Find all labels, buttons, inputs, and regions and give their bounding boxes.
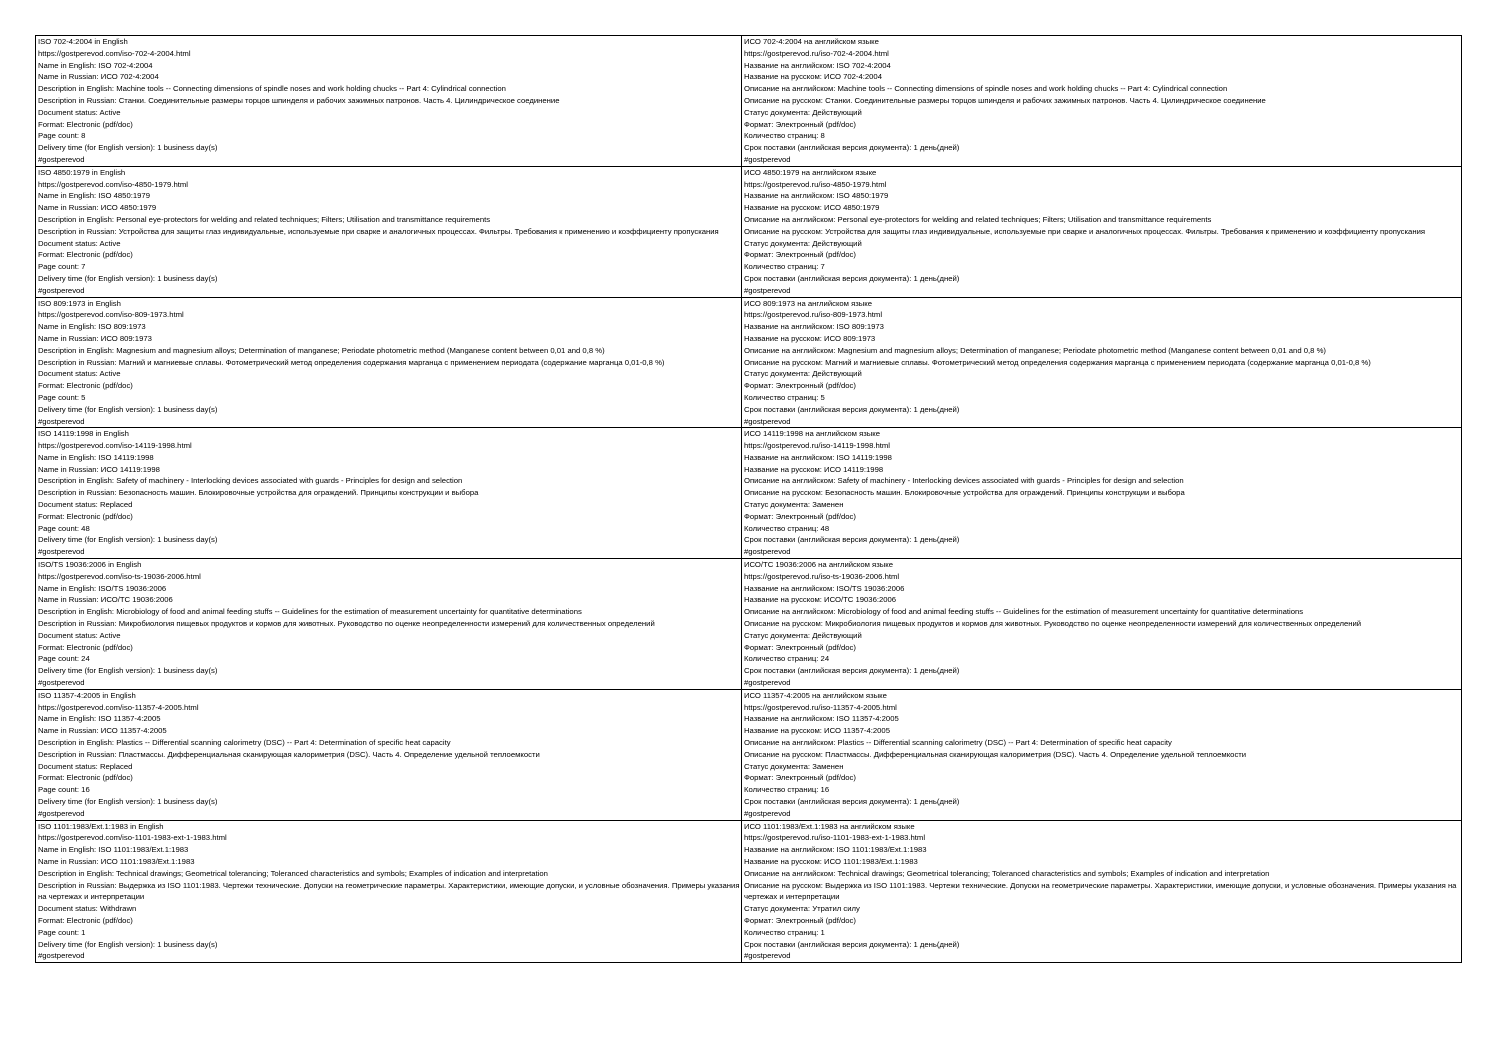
- record-description-russian: Description in Russian: Станки. Соединительные размеры торцов шпинделя и рабочих зажимных патронов. Часть 4. Цилиндрическое соединение: [38, 95, 560, 105]
- record-url: https://gostperevod.com/iso-702-4-2004.html: [38, 48, 191, 58]
- record-format: Формат: Электронный (pdf/doc): [744, 119, 856, 129]
- record-delivery-time: Delivery time (for English version): 1 business day(s): [38, 939, 218, 949]
- record-name-russian: Name in Russian: ИСО 1101:1983/Ext.1:1983: [38, 856, 195, 866]
- record-title: ИСО 14119:1998 на английском языке: [744, 429, 881, 439]
- record-english-cell: [36, 166, 742, 297]
- record-status: Document status: Withdrawn: [38, 904, 137, 914]
- record-status: Document status: Replaced: [38, 761, 133, 771]
- record-name-russian: Name in Russian: ИСО 809:1973: [38, 333, 152, 343]
- record-delivery-time: Срок поставки (английская версия документа): 1 день(дней): [744, 666, 960, 676]
- record-page-count: Page count: 48: [38, 523, 90, 533]
- record-description-english: Описание на английском: Technical drawings; Geometrical tolerancing; Toleranced characteristics and symbols; Examples of indication and interpretation: [744, 868, 1270, 878]
- record-delivery-time: Delivery time (for English version): 1 business day(s): [38, 273, 218, 283]
- record-format: Format: Electronic (pdf/doc): [38, 119, 133, 129]
- record-page-count: Page count: 7: [38, 262, 86, 272]
- record-name-english: Название на английском: ISO 14119:1998: [744, 452, 892, 462]
- record-hashtag: #gostperevod: [744, 678, 791, 688]
- record-english-cell: [36, 36, 742, 167]
- record-status: Статус документа: Заменен: [744, 761, 844, 771]
- record-description-english: Description in English: Personal eye-protectors for welding and related techniques; Filters; Utilisation and transmittance requirements: [38, 214, 491, 224]
- record-hashtag: #gostperevod: [38, 951, 85, 961]
- record-russian-cell: [742, 297, 1462, 428]
- record-page-count: Количество страниц: 8: [744, 131, 825, 141]
- record-name-russian: Name in Russian: ИСО 4850:1979: [38, 203, 157, 213]
- record-description-russian: Description in Russian: Микробиология пищевых продуктов и кормов для животных. Руководство по оценке неопределенности измерений для количественных определений: [38, 619, 655, 629]
- record-title: ISO/TS 19036:2006 in English: [38, 560, 142, 570]
- record-page-count: Page count: 16: [38, 785, 90, 795]
- record-name-english: Name in English: ISO 1101:1983/Ext.1:1983: [38, 845, 189, 855]
- record-url: https://gostperevod.com/iso-14119-1998.html: [38, 441, 192, 451]
- record-name-english: Название на английском: ISO/TS 19036:2006: [744, 583, 905, 593]
- record-status: Document status: Active: [38, 238, 121, 248]
- record-russian-cell: [742, 36, 1462, 167]
- record-title: ISO 809:1973 in English: [38, 298, 121, 308]
- record-name-english: Название на английском: ISO 4850:1979: [744, 191, 889, 201]
- record-name-english: Name in English: ISO 4850:1979: [38, 191, 150, 201]
- record-name-russian: Name in Russian: ИСО 11357-4:2005: [38, 726, 167, 736]
- record-delivery-time: Delivery time (for English version): 1 business day(s): [38, 797, 218, 806]
- record-english-cell: [36, 559, 742, 690]
- record-status: Document status: Active: [38, 369, 121, 379]
- record-title: ИСО 1101:1983/Ext.1:1983 на английском языке: [744, 821, 915, 831]
- record-format: Format: Electronic (pdf/doc): [38, 773, 133, 783]
- record-page-count: Количество страниц: 16: [744, 785, 830, 795]
- record-hashtag: #gostperevod: [38, 154, 85, 164]
- record-delivery-time: Delivery time (for English version): 1 business day(s): [38, 535, 218, 545]
- record-title: ISO 11357-4:2005 in English: [38, 690, 136, 700]
- record-name-russian: Название на русском: ИСО 809:1973: [744, 333, 876, 343]
- record-format: Format: Electronic (pdf/doc): [38, 915, 133, 925]
- record-delivery-time: Delivery time (for English version): 1 business day(s): [38, 404, 218, 414]
- record-delivery-time: Delivery time (for English version): 1 business day(s): [38, 143, 218, 153]
- record-russian-cell: [742, 559, 1462, 690]
- record-page-count: Page count: 24: [38, 654, 90, 664]
- record-description-english: Description in English: Microbiology of food and animal feeding stuffs -- Guidelines for the estimation of measurement uncertainty for quantitative determinations: [38, 607, 582, 617]
- record-status: Document status: Active: [38, 630, 121, 640]
- record-hashtag: #gostperevod: [744, 285, 791, 295]
- record-name-russian: Name in Russian: ИСО 14119:1998: [38, 464, 160, 474]
- record-hashtag: #gostperevod: [38, 416, 85, 426]
- record-name-english: Name in English: ISO 702-4:2004: [38, 60, 153, 70]
- record-description-russian: Description in Russian: Выдержка из ISO 1101:1983. Чертежи технические. Допуски на геометрические параметры. Характеристики, имеющие допуски, и условные обозначения. Примеры указания на чертежах и интерпретации: [38, 880, 740, 902]
- record-status: Document status: Active: [38, 107, 121, 117]
- record-format: Формат: Электронный (pdf/doc): [744, 642, 856, 652]
- record-description-russian: Описание на русском: Выдержка из ISO 1101:1983. Чертежи технические. Допуски на геометрические параметры. Характеристики, имеющие допуски, и условные обозначения. Примеры указания на чертежах и интерпретации: [744, 880, 1457, 902]
- record-russian-cell: [742, 820, 1462, 963]
- record-delivery-time: Срок поставки (английская версия документа): 1 день(дней): [744, 797, 960, 806]
- record-url: https://gostperevod.com/iso-4850-1979.html: [38, 179, 188, 189]
- record-format: Формат: Электронный (pdf/doc): [744, 250, 856, 260]
- record-description-russian: Description in Russian: Пластмассы. Дифференциальная сканирующая калориметрия (DSC). Часть 4. Определение удельной теплоемкости: [38, 749, 540, 759]
- record-format: Format: Electronic (pdf/doc): [38, 642, 133, 652]
- record-url: https://gostperevod.ru/iso-702-4-2004.html: [744, 48, 889, 58]
- record-delivery-time: Delivery time (for English version): 1 business day(s): [38, 666, 218, 676]
- record-format: Format: Electronic (pdf/doc): [38, 381, 133, 391]
- record-row: [36, 559, 1462, 690]
- record-delivery-time: Срок поставки (английская версия документа): 1 день(дней): [744, 273, 960, 283]
- record-format: Формат: Электронный (pdf/doc): [744, 915, 856, 925]
- record-format: Формат: Электронный (pdf/doc): [744, 381, 856, 391]
- records-table: [35, 35, 1462, 963]
- record-name-english: Название на английском: ISO 702-4:2004: [744, 60, 891, 70]
- record-url: https://gostperevod.com/iso-809-1973.html: [38, 310, 184, 320]
- record-english-cell: [36, 689, 742, 820]
- record-url: https://gostperevod.ru/iso-14119-1998.html: [744, 441, 891, 451]
- record-name-russian: Название на русском: ИСО 702-4:2004: [744, 72, 882, 82]
- record-title: ИСО 4850:1979 на английском языке: [744, 167, 877, 177]
- record-description-russian: Описание на русском: Станки. Соединительные размеры торцов шпинделя и рабочих зажимных патронов. Часть 4. Цилиндрическое соединение: [744, 95, 1266, 105]
- record-row: [36, 297, 1462, 428]
- record-title: ИСО 11357-4:2005 на английском языке: [744, 690, 887, 700]
- record-page-count: Количество страниц: 1: [744, 927, 825, 937]
- record-description-english: Описание на английском: Microbiology of food and animal feeding stuffs -- Guidelines for the estimation of measurement uncertainty for quantitative determinations: [744, 607, 1304, 617]
- record-name-russian: Название на русском: ИСО 1101:1983/Ext.1:1983: [744, 856, 918, 866]
- record-name-english: Название на английском: ISO 809:1973: [744, 322, 884, 332]
- record-name-russian: Название на русском: ИСО 4850:1979: [744, 203, 880, 213]
- record-page-count: Количество страниц: 5: [744, 392, 825, 402]
- record-page-count: Page count: 1: [38, 927, 86, 937]
- record-url: https://gostperevod.ru/iso-809-1973.html: [744, 310, 883, 320]
- record-russian-cell: [742, 428, 1462, 559]
- record-name-russian: Name in Russian: ИСО/ТС 19036:2006: [38, 595, 173, 605]
- record-title: ISO 4850:1979 in English: [38, 167, 126, 177]
- record-title: ИСО 809:1973 на английском языке: [744, 298, 873, 308]
- record-row: [36, 689, 1462, 820]
- record-page-count: Количество страниц: 7: [744, 262, 825, 272]
- record-description-russian: Описание на русском: Устройства для защиты глаз индивидуальные, используемые при сварке и аналогичных процессах. Фильтры. Требования к применению и коэффициенту пропускания: [744, 226, 1426, 236]
- record-url: https://gostperevod.ru/iso-ts-19036-2006.html: [744, 571, 900, 581]
- record-name-english: Name in English: ISO/TS 19036:2006: [38, 583, 167, 593]
- record-description-russian: Описание на русском: Магний и магниевые сплавы. Фотометрический метод определения содержания марганца с применением периодата (содержание марганца 0,01-0,8 %): [744, 357, 1371, 367]
- record-delivery-time: Срок поставки (английская версия документа): 1 день(дней): [744, 143, 960, 153]
- record-hashtag: #gostperevod: [744, 154, 791, 164]
- record-format: Формат: Электронный (pdf/doc): [744, 773, 856, 783]
- record-description-english: Description in English: Technical drawings; Geometrical tolerancing; Toleranced characteristics and symbols; Examples of indication and interpretation: [38, 868, 548, 878]
- record-title: ИСО/ТС 19036:2006 на английском языке: [744, 560, 893, 570]
- record-russian-cell: [742, 166, 1462, 297]
- record-url: https://gostperevod.com/iso-ts-19036-2006.html: [38, 571, 201, 581]
- record-delivery-time: Срок поставки (английская версия документа): 1 день(дней): [744, 535, 960, 545]
- record-hashtag: #gostperevod: [38, 285, 85, 295]
- record-status: Статус документа: Действующий: [744, 369, 862, 379]
- record-url: https://gostperevod.com/iso-1101-1983-ext-1-1983.html: [38, 833, 227, 843]
- record-page-count: Количество страниц: 48: [744, 523, 830, 533]
- record-description-russian: Description in Russian: Безопасность машин. Блокировочные устройства для ограждений. Принципы конструкции и выбора: [38, 488, 479, 498]
- record-name-english: Name in English: ISO 14119:1998: [38, 452, 154, 462]
- record-row: [36, 166, 1462, 297]
- record-name-russian: Название на русском: ИСО 14119:1998: [744, 464, 884, 474]
- record-page-count: Page count: 8: [38, 131, 86, 141]
- record-row: [36, 428, 1462, 559]
- record-page-count: Page count: 5: [38, 392, 86, 402]
- record-name-english: Name in English: ISO 809:1973: [38, 322, 146, 332]
- record-format: Format: Electronic (pdf/doc): [38, 250, 133, 260]
- record-hashtag: #gostperevod: [744, 951, 791, 961]
- record-url: https://gostperevod.ru/iso-11357-4-2005.html: [744, 702, 897, 712]
- record-description-russian: Описание на русском: Пластмассы. Дифференциальная сканирующая калориметрия (DSC). Часть 4. Определение удельной теплоемкости: [744, 749, 1247, 759]
- record-name-english: Name in English: ISO 11357-4:2005: [38, 714, 161, 724]
- record-hashtag: #gostperevod: [38, 547, 85, 557]
- record-page-count: Количество страниц: 24: [744, 654, 830, 664]
- record-description-english: Описание на английском: Safety of machinery - Interlocking devices associated with guards - Principles for design and selection: [744, 476, 1184, 486]
- record-delivery-time: Срок поставки (английская версия документа): 1 день(дней): [744, 939, 960, 949]
- record-english-cell: [36, 820, 742, 963]
- record-url: https://gostperevod.com/iso-11357-4-2005.html: [38, 702, 199, 712]
- record-status: Document status: Replaced: [38, 500, 133, 510]
- record-description-russian: Описание на русском: Микробиология пищевых продуктов и кормов для животных. Руководство по оценке неопределенности измерений для количественных определений: [744, 619, 1362, 629]
- record-description-english: Description in English: Machine tools -- Connecting dimensions of spindle noses and work holding chucks -- Part 4: Cylindrical connection: [38, 84, 506, 94]
- record-description-russian: Описание на русском: Безопасность машин. Блокировочные устройства для ограждений. Принципы конструкции и выбора: [744, 488, 1185, 498]
- record-description-russian: Description in Russian: Магний и магниевые сплавы. Фотометрический метод определения содержания марганца с применением периодата (содержание марганца 0,01-0,8 %): [38, 357, 665, 367]
- record-status: Статус документа: Заменен: [744, 500, 844, 510]
- record-description-russian: Description in Russian: Устройства для защиты глаз индивидуальные, используемые при сварке и аналогичных процессах. Фильтры. Требования к применению и коэффициенту пропускания: [38, 226, 719, 236]
- record-russian-cell: [742, 689, 1462, 820]
- record-row: [36, 36, 1462, 167]
- record-url: https://gostperevod.ru/iso-4850-1979.html: [744, 179, 887, 189]
- record-hashtag: #gostperevod: [38, 808, 85, 818]
- record-name-english: Название на английском: ISO 11357-4:2005: [744, 714, 899, 724]
- record-title: ISO 14119:1998 in English: [38, 429, 129, 439]
- record-status: Статус документа: Действующий: [744, 107, 862, 117]
- record-status: Статус документа: Действующий: [744, 630, 862, 640]
- record-description-english: Description in English: Plastics -- Differential scanning calorimetry (DSC) -- Part 4: Determination of specific heat capacity: [38, 738, 451, 748]
- record-hashtag: #gostperevod: [744, 808, 791, 818]
- record-title: ИСО 702-4:2004 на английском языке: [744, 37, 879, 46]
- record-title: ISO 1101:1983/Ext.1:1983 in English: [38, 821, 164, 831]
- record-name-russian: Название на русском: ИСО 11357-4:2005: [744, 726, 890, 736]
- record-description-english: Описание на английском: Magnesium and magnesium alloys; Determination of manganese; Periodate photometric method (Manganese content between 0,01 and 0,8 %): [744, 345, 1326, 355]
- record-url: https://gostperevod.ru/iso-1101-1983-ext-1-1983.html: [744, 833, 926, 843]
- record-row: [36, 820, 1462, 963]
- record-hashtag: #gostperevod: [744, 416, 791, 426]
- record-name-english: Название на английском: ISO 1101:1983/Ext.1:1983: [744, 845, 927, 855]
- record-status: Статус документа: Утратил силу: [744, 904, 860, 914]
- record-hashtag: #gostperevod: [744, 547, 791, 557]
- record-format: Формат: Электронный (pdf/doc): [744, 511, 856, 521]
- record-description-english: Описание на английском: Plastics -- Differential scanning calorimetry (DSC) -- Part 4: Determination of specific heat capacity: [744, 738, 1172, 748]
- record-name-russian: Name in Russian: ИСО 702-4:2004: [38, 72, 159, 82]
- record-description-english: Описание на английском: Personal eye-protectors for welding and related techniques; Filters; Utilisation and transmittance requirements: [744, 214, 1212, 224]
- records-body: [36, 36, 1462, 963]
- record-english-cell: [36, 428, 742, 559]
- record-description-english: Описание на английском: Machine tools -- Connecting dimensions of spindle noses and work holding chucks -- Part 4: Cylindrical connection: [744, 84, 1228, 94]
- record-title: ISO 702-4:2004 in English: [38, 37, 128, 46]
- record-description-english: Description in English: Magnesium and magnesium alloys; Determination of manganese; Periodate photometric method (Manganese content between 0,01 and 0,8 %): [38, 345, 605, 355]
- record-name-russian: Название на русском: ИСО/ТС 19036:2006: [744, 595, 897, 605]
- record-english-cell: [36, 297, 742, 428]
- record-status: Статус документа: Действующий: [744, 238, 862, 248]
- record-delivery-time: Срок поставки (английская версия документа): 1 день(дней): [744, 404, 960, 414]
- record-description-english: Description in English: Safety of machinery - Interlocking devices associated with guards - Principles for design and selection: [38, 476, 463, 486]
- record-format: Format: Electronic (pdf/doc): [38, 511, 133, 521]
- record-hashtag: #gostperevod: [38, 678, 85, 688]
